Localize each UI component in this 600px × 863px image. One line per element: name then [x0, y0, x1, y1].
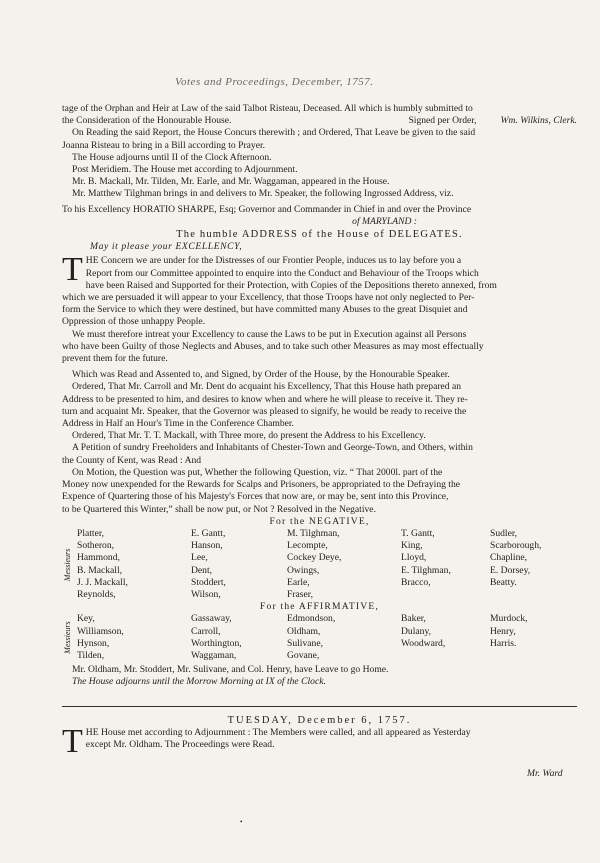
voter-name: Murdock, [490, 613, 528, 625]
voter-name [490, 589, 586, 601]
messieurs-label: Messieurs [63, 548, 72, 581]
voter-name: Hynson, [77, 637, 110, 649]
voter-name: T. Gantt, [401, 527, 435, 539]
affirmative-grid [77, 613, 577, 662]
text-line: Address to be presented to him, and desires to know when and where he will please to receive it. They re- [62, 393, 468, 405]
voter-name: Sudler, [490, 527, 518, 539]
voter-name: E. Dorsey, [490, 564, 531, 576]
negative-heading: For the NEGATIVE, [269, 515, 370, 527]
voter-name: Earle, [287, 576, 310, 588]
voter-name: Stoddert, [191, 576, 226, 588]
voter-name: Edmondson, [287, 613, 336, 625]
section-divider [62, 706, 577, 707]
voter-name: Lecompte, [287, 540, 328, 552]
voter-name: Owings, [287, 564, 320, 576]
text-line: Address in Half an Hour's Time in the Conference Chamber. [62, 418, 294, 430]
day-heading: TUESDAY, December 6, 1757. [227, 714, 412, 726]
messieurs-label: Messieurs [63, 621, 72, 654]
address-to-province: of MARYLAND : [352, 215, 417, 227]
address-paragraph-1 [62, 251, 577, 328]
text-line: Mr. B. Mackall, Mr. Tilden, Mr. Earle, and Mr. Waggaman, appeared in the House. [72, 176, 390, 188]
text-line: Post Meridiem. The House met according to Adjournment. [72, 164, 298, 176]
voter-name: Sotheron, [77, 540, 115, 552]
voter-name: King, [401, 540, 423, 552]
voter-name: Reynolds, [77, 588, 116, 600]
voter-name: Fraser, [287, 588, 313, 600]
text-line: which we are persuaded it will appear to your Excellency, that those Troops have not only neglected to Per- [62, 292, 475, 304]
text-line: have been Raised and Supported for their Protection, with Copies of the Depositions thereto annexed, from [85, 279, 497, 291]
address-title: The humble ADDRESS of the House of DELEGATES. [176, 229, 463, 241]
voter-name: Dent, [191, 564, 213, 576]
voter-name: B. Mackall, [77, 564, 123, 576]
voter-name: Harris. [490, 637, 517, 649]
voter-name [490, 650, 586, 662]
text-line: The House adjourns until II of the Clock Afternoon. [72, 151, 272, 163]
voter-name: Henry, [490, 625, 516, 637]
voter-name: Oldham, [287, 625, 321, 637]
salutation: May it please your EXCELLENCY, [90, 241, 243, 253]
text-line: On Motion, the Question was put, Whether the following Question, viz. “ That 2000l. part of the [72, 466, 443, 478]
signature-line [62, 115, 577, 127]
voter-name: Williamson, [77, 625, 124, 637]
text-line: On Reading the said Report, the House Concurs therewith ; and Ordered, That Leave be given to the said [72, 127, 476, 139]
text-line: Money now unexpended for the Rewards for Scalps and Prisoners, be appropriated to the Defraying the [62, 479, 461, 491]
voter-name: M. Tilghman, [287, 527, 340, 539]
voter-name: Hammond, [77, 552, 120, 564]
text-line: form the Service to which they were destined, but have committed many Abuses to the great Disquiet and [62, 304, 468, 316]
address-to: To his Excellency HORATIO SHARPE, Esq; Governor and Commander in Chief in and over the Province [62, 203, 472, 215]
running-head: Votes and Proceedings, December, 1757. [175, 76, 374, 88]
voter-name: Worthington, [191, 637, 242, 649]
voter-name: Bracco, [401, 576, 431, 588]
tuesday-paragraph [62, 722, 577, 760]
text-line: except Mr. Oldham. The Proceedings were Read. [85, 738, 275, 750]
voter-name: Hanson, [191, 540, 223, 552]
negative-votes [62, 528, 577, 601]
text-line: the Consideration of the Honourable House. [62, 115, 232, 127]
catchword: Mr. Ward [527, 768, 563, 779]
signed-by [408, 115, 577, 127]
affirmative-votes [62, 613, 577, 662]
voter-name: Cockey Deye, [287, 552, 342, 564]
voter-name: Waggaman, [191, 649, 237, 661]
voter-name: Carroll, [191, 625, 221, 637]
voter-name [401, 650, 486, 662]
text-line: Joanna Risteau to bring in a Bill according to Prayer. [62, 139, 266, 151]
voter-name: Govane, [287, 649, 320, 661]
text-line: tage of the Orphan and Heir at Law of the said Talbot Risteau, Deceased. All which is humbly submitted to [62, 103, 473, 114]
voter-name: Tilden, [77, 649, 105, 661]
text-line: who have been Guilty of those Neglects and Abuses, and to take such other Measures as may most effectually [62, 340, 484, 352]
voter-name: E. Gantt, [191, 527, 226, 539]
voter-name: Key, [77, 613, 95, 625]
page-mark: • [240, 818, 243, 826]
drop-cap: T [62, 722, 83, 760]
affirmative-heading: For the AFFIRMATIVE, [259, 601, 380, 613]
text-line: Ordered, That Mr. Carroll and Mr. Dent do acquaint his Excellency, That this House hath prepared an [72, 381, 462, 393]
text-line: Mr. Oldham, Mr. Stoddert, Mr. Sulivane, and Col. Henry, have Leave to go Home. [72, 664, 389, 676]
text-line: Report from our Committee appointed to enquire into the Conduct and Behaviour of the Troops which [85, 267, 479, 279]
voter-name: J. J. Mackall, [77, 576, 128, 588]
text-line: Mr. Matthew Tilghman brings in and delivers to Mr. Speaker, the following Ingrossed Address, viz. [72, 188, 454, 200]
text-line: A Petition of sundry Freeholders and Inhabitants of Chester-Town and George-Town, and Others, within [72, 442, 473, 454]
voter-name: Baker, [401, 613, 426, 625]
drop-cap: T [62, 251, 83, 289]
text-line: the County of Kent, was Read : And [62, 454, 202, 466]
voter-name: Chapline, [490, 552, 528, 564]
voter-name: Lee, [191, 552, 208, 564]
text-line: prevent them for the future. [62, 353, 168, 365]
voter-name: E. Tilghman, [401, 564, 451, 576]
text-line: The House adjourns until the Morrow Morning at IX of the Clock. [72, 676, 326, 688]
voter-name: Lloyd, [401, 552, 427, 564]
voter-name: Platter, [77, 527, 105, 539]
voter-name: Scarborough, [490, 540, 542, 552]
text-line: We must therefore intreat your Excellency to cause the Laws to be put in Execution against all Persons [72, 328, 467, 340]
negative-grid [77, 528, 577, 601]
text-line: turn and acquaint Mr. Speaker, that the Governor was pleased to signify, he would be ready to receive the [62, 405, 467, 417]
voter-name: Woodward, [401, 637, 446, 649]
voter-name: Wilson, [191, 588, 221, 600]
text-line: Expence of Quartering those of his Majesty's Forces that now are, or may be, sent into this Province, [62, 491, 449, 503]
text-line: HE House met according to Adjournment : The Members were called, and all appeared as Yesterday [85, 726, 471, 738]
voter-name: Beatty. [490, 576, 517, 588]
text-line: HE Concern we are under for the Distresses of our Frontier People, induces us to lay before you a [85, 255, 462, 267]
signed-label: Signed per Order, [408, 115, 477, 127]
voter-name: Dulany, [401, 625, 432, 637]
document-body [62, 103, 577, 760]
voter-name [401, 589, 486, 601]
text-line: to be Quartered this Winter,” shall be now put, or Not ? Resolved in the Negative. [62, 503, 376, 515]
voter-name: Gassaway, [191, 613, 232, 625]
text-line: Oppression of those unhappy People. [62, 316, 206, 328]
text-line: Ordered, That Mr. T. T. Mackall, with Three more, do present the Address to his Excellency. [72, 430, 426, 442]
clerk-name: Wm. Wilkins, Clerk. [500, 115, 577, 127]
text-line: Which was Read and Assented to, and Signed, by Order of the House, by the Honourable Speaker. [72, 369, 450, 381]
voter-name: Sulivane, [287, 637, 323, 649]
